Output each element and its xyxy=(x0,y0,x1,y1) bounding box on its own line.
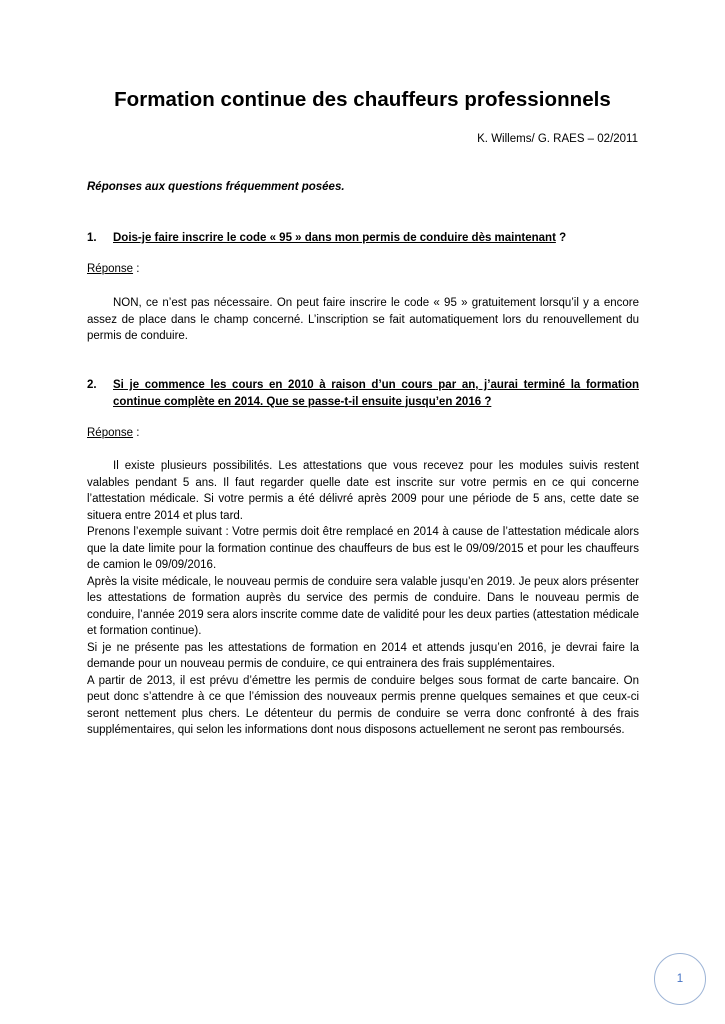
question-text-wrapper xyxy=(113,377,639,410)
answer-1 xyxy=(87,295,639,345)
answer-paragraph: Prenons l’exemple suivant : Votre permis doit être remplacé en 2014 à cause de l’attestation médicale alors que la date limite pour la formation continue des chauffeurs de bus est le 09/09/2015 et pour les chauffeurs de camion le 09/09/2016. xyxy=(87,526,639,571)
answer-label-1 xyxy=(87,263,139,275)
answer-label-2 xyxy=(87,427,139,439)
answer-label-colon: : xyxy=(133,427,140,439)
answer-paragraph: A partir de 2013, il est prévu d’émettre les permis de conduire belges sous format de carte bancaire. On peut donc s’attendre à ce que l’émission des nouveaux permis prenne quelques semaines et que ceux-ci seront nettement plus chers. Le détenteur du permis de conduire se verra donc confronté à des frais supplémentaires, qui selon les informations dont nous disposons actuellement ne seront pas remboursés. xyxy=(87,674,639,736)
answer-label-colon: : xyxy=(133,263,140,275)
question-2 xyxy=(87,377,639,410)
document-title: Formation continue des chauffeurs professionnels xyxy=(114,88,611,111)
faq-subtitle: Réponses aux questions fréquemment posées. xyxy=(87,181,345,193)
question-text: Si je commence les cours en 2010 à raison d’un cours par an, j’aurai terminé la formation continue complète en 2014. Que se passe-t-il ensuite jusqu’en 2016 ? xyxy=(113,379,639,408)
answer-label-text: Réponse xyxy=(87,263,134,275)
question-1 xyxy=(87,230,639,247)
answer-paragraph: Il existe plusieurs possibilités. Les attestations que vous recevez pour les modules suivis restent valables pendant 5 ans. Il faut regarder quelle date est inscrite sur votre permis en ce qui concerne l’attestation médicale. Si votre permis a été délivré après 2009 pour une période de 5 ans, cette date se situera entre 2014 et plus tard. xyxy=(87,460,639,522)
question-number: 2. xyxy=(87,379,97,391)
question-number: 1. xyxy=(87,232,97,244)
answer-paragraph: Après la visite médicale, le nouveau permis de conduire sera valable jusqu’en 2019. Je peux alors présenter les attestations de formation auprès du service des permis de conduire. Dans le nouveau permis de conduire, l’année 2019 sera alors inscrite comme date de validité pour les deux parties (attestation médicale et formation continue). xyxy=(87,575,639,637)
author-line: K. Willems/ G. RAES – 02/2011 xyxy=(477,133,638,145)
answer-2 xyxy=(87,458,639,739)
answer-paragraph: NON, ce n’est pas nécessaire. On peut faire inscrire le code « 95 » gratuitement lorsqu’il y a encore assez de place dans le champ concerné. L’inscription se fait automatiquement lors du renouvellement du permis de conduire. xyxy=(87,297,639,342)
question-text-wrapper xyxy=(113,230,639,247)
answer-paragraph: Si je ne présente pas les attestations de formation en 2014 et attends jusqu’en 2016, je devrai faire la demande pour un nouveau permis de conduire, ce qui entrainera des frais supplémentaires. xyxy=(87,641,639,670)
page-number: 1 xyxy=(676,973,684,985)
answer-label-text: Réponse xyxy=(87,427,134,439)
page-number-badge xyxy=(654,953,706,1005)
question-text: Dois-je faire inscrire le code « 95 » dans mon permis de conduire dès maintenant xyxy=(113,232,556,244)
question-suffix: ? xyxy=(555,232,567,244)
